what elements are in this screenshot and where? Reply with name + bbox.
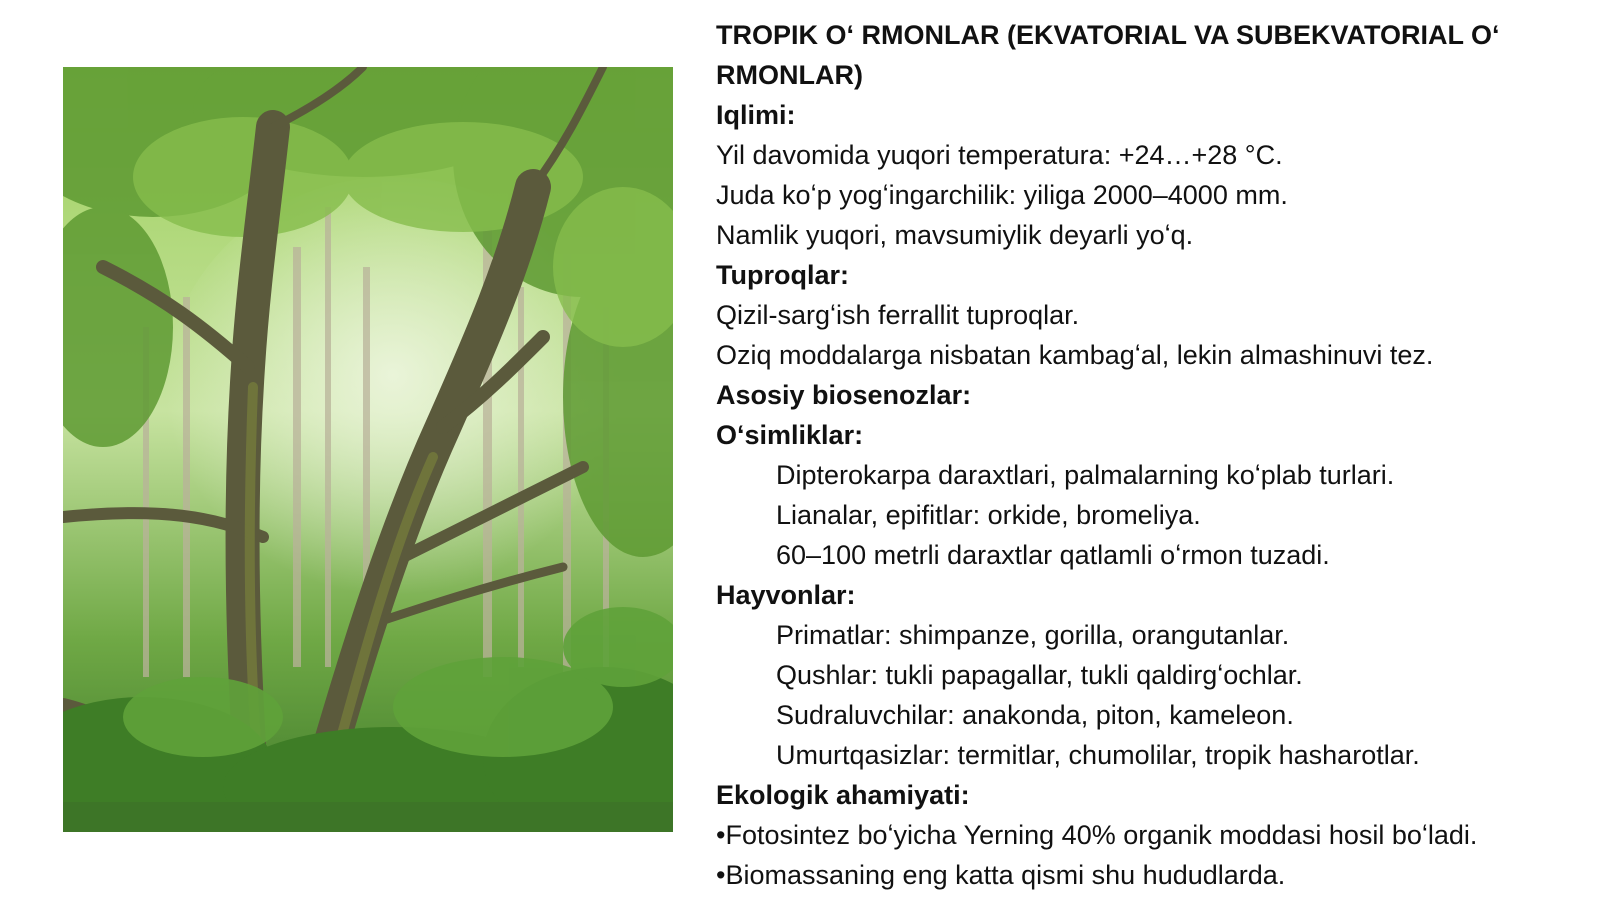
animals-line: Umurtqasizlar: termitlar, chumolilar, tropik hasharotlar. <box>776 740 1420 770</box>
forest-photo <box>63 67 673 832</box>
climate-line: Juda koʻp yogʻingarchilik: yiliga 2000–4000 mm. <box>716 180 1288 210</box>
slide-title: TROPIK Oʻ RMONLAR (EKVATORIAL VA SUBEKVATORIAL Oʻ RMONLAR) <box>716 20 1500 90</box>
animals-line: Primatlar: shimpanze, gorilla, orangutanlar. <box>776 620 1290 650</box>
biocenoses-heading: Asosiy biosenozlar: <box>716 380 972 410</box>
ecology-line: •Fotosintez boʻyicha Yerning 40% organik moddasi hosil boʻladi. <box>716 820 1478 850</box>
soils-line: Oziq moddalarga nisbatan kambagʻal, lekin almashinuvi tez. <box>716 340 1434 370</box>
plants-heading: Oʻsimliklar: <box>716 420 864 450</box>
ecology-heading: Ekologik ahamiyati: <box>716 780 970 810</box>
climate-heading: Iqlimi: <box>716 100 796 130</box>
forest-illustration <box>63 67 673 832</box>
ecology-line: •Biomassaning eng katta qismi shu hududlarda. <box>716 860 1286 890</box>
climate-line: Yil davomida yuqori temperatura: +24…+28 °C. <box>716 140 1283 170</box>
plants-line: Lianalar, epifitlar: orkide, bromeliya. <box>776 500 1201 530</box>
slide-text <box>716 15 1586 895</box>
soils-line: Qizil-sargʻish ferrallit tuproqlar. <box>716 300 1080 330</box>
animals-heading: Hayvonlar: <box>716 580 856 610</box>
plants-line: 60–100 metrli daraxtlar qatlamli oʻrmon tuzadi. <box>776 540 1330 570</box>
soils-heading: Tuproqlar: <box>716 260 849 290</box>
climate-line: Namlik yuqori, mavsumiylik deyarli yoʻq. <box>716 220 1194 250</box>
animals-line: Qushlar: tukli papagallar, tukli qaldirgʻochlar. <box>776 660 1303 690</box>
animals-line: Sudraluvchilar: anakonda, piton, kameleon. <box>776 700 1294 730</box>
plants-line: Dipterokarpa daraxtlari, palmalarning koʻplab turlari. <box>776 460 1395 490</box>
